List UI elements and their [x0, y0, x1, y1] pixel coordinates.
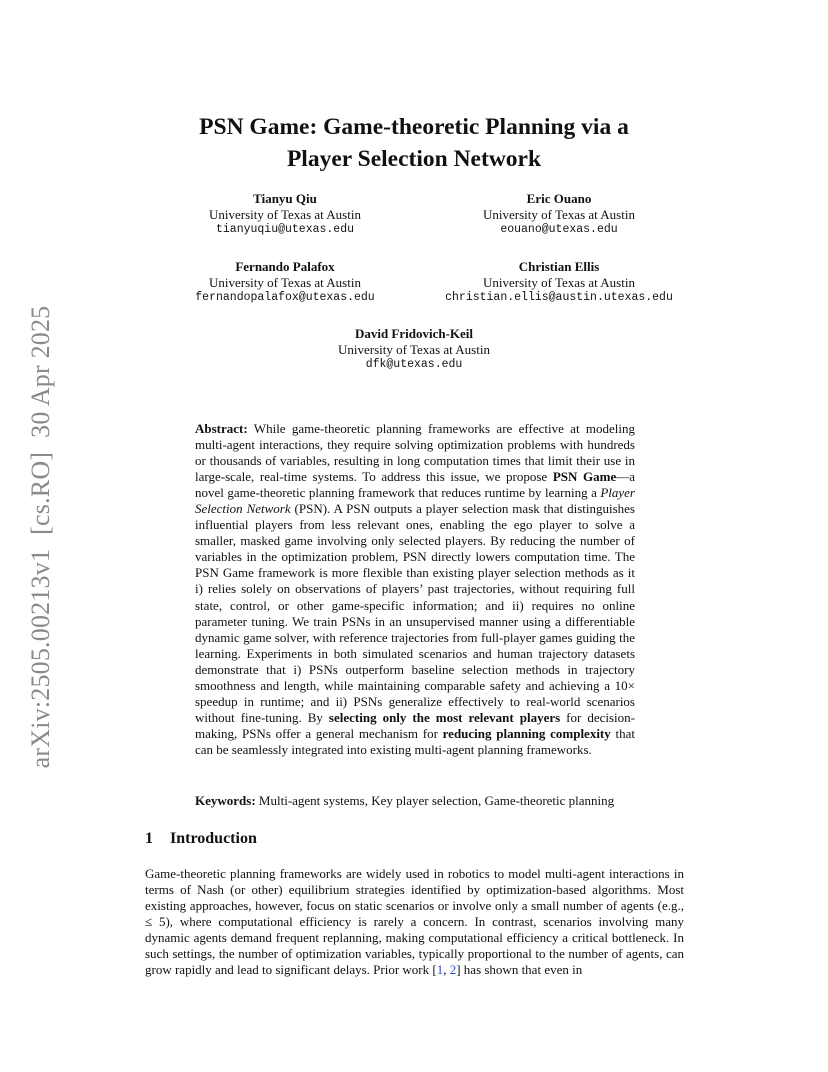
abstract-emphasis-bold: reducing planning complexity	[442, 725, 611, 741]
author-block	[170, 191, 400, 238]
arxiv-date: 30 Apr 2025	[26, 305, 55, 438]
keywords-label: Keywords:	[195, 793, 256, 808]
abstract-emphasis-bold: selecting only the most relevant players	[328, 709, 561, 725]
citation-link[interactable]: 2	[449, 962, 457, 978]
intro-text: Game-theoretic planning frameworks are widely used in robotics to model multi-agent interactions in terms of Nash (or other) equilibrium strategies identified by optimization-based algorithms. Most existing approaches, however, focus on static scenarios or involve only a small number of agents (e.g., ≤ 5), where computational efficiency is rarely a concern. In contrast, scenarios involving many dynamic agents demand frequent replanning, making computational efficiency a critical bottleneck. In such settings, the number of optimization variables, typically proportional to the number of agents, can grow rapidly and lead to significant delays. Prior work [	[145, 866, 684, 978]
abstract-text: —a novel game-theoretic planning framework that reduces runtime by learning a	[195, 469, 635, 501]
author-affiliation: University of Texas at Austin	[209, 206, 361, 222]
author-name: David Fridovich-Keil	[354, 326, 474, 341]
author-email[interactable]: tianyuqiu@utexas.edu	[215, 223, 355, 236]
author-name: Christian Ellis	[518, 259, 600, 274]
author-block	[170, 259, 400, 306]
abstract-psn-game-bold: PSN Game	[552, 469, 617, 485]
arxiv-identifier-stamp	[26, 306, 56, 769]
abstract-text: for decision-making, PSNs offer a general mechanism for	[195, 709, 635, 741]
abstract-label: Abstract:	[195, 421, 248, 436]
abstract-paragraph	[195, 421, 635, 758]
section-number: 1	[145, 830, 153, 847]
author-affiliation: University of Texas at Austin	[338, 341, 490, 357]
arxiv-id: arXiv:2505.00213v1	[26, 548, 55, 769]
intro-text: ] has shown that even in	[456, 962, 583, 978]
title-line-1: PSN Game: Game-theoretic Planning via a	[199, 114, 629, 140]
author-affiliation: University of Texas at Austin	[483, 274, 635, 290]
author-email[interactable]: eouano@utexas.edu	[500, 223, 618, 236]
author-email[interactable]: fernandopalafox@utexas.edu	[195, 291, 375, 304]
author-affiliation: University of Texas at Austin	[483, 206, 635, 222]
abstract-psn-italic: Player Selection Network	[195, 485, 635, 517]
paper-title	[0, 111, 828, 175]
author-name: Eric Ouano	[526, 191, 592, 206]
arxiv-category: [cs.RO]	[26, 451, 55, 535]
author-email[interactable]: dfk@utexas.edu	[365, 358, 463, 371]
title-line-2: Player Selection Network	[286, 146, 542, 172]
author-block	[428, 191, 690, 238]
abstract-text: (PSN). A PSN outputs a player selection mask that distinguishes influential players from less relevant ones, enabling the ego player to solve a smaller, masked game involving only selected players. By reducing the number of variables in the optimization problem, PSN directly lowers computation time. The PSN Game framework is more flexible than existing player selection methods as it i) relies solely on observations of players’ past trajectories, without requiring full state, control, or other game-specific information; and ii) requires no online parameter tuning. We train PSNs in an unsupervised manner using a differentiable dynamic game solver, with reference trajectories from full-player games guiding the learning. Experiments in both simulated scenarios and human trajectory datasets demonstrate that i) PSNs outperform baseline selection methods in trajectory smoothness and length, while maintaining comparable safety and achieving a 10× speedup in runtime; and ii) PSNs generalize effectively to real-world scenarios without fine-tuning. By	[195, 501, 635, 725]
keywords-line	[195, 793, 645, 809]
citation-link[interactable]: 1	[436, 962, 444, 978]
author-name: Tianyu Qiu	[253, 191, 317, 206]
intro-text: ,	[443, 962, 450, 978]
author-block	[400, 259, 718, 306]
section-title: Introduction	[170, 830, 257, 847]
author-block	[264, 326, 564, 373]
section-heading-introduction	[145, 829, 257, 849]
abstract-text: While game-theoretic planning frameworks are effective at modeling multi-agent interactions, they require solving optimization problems with hundreds or thousands of variables, resulting in long computation times that limit their use in large-scale, real-time systems. To address this issue, we propose	[195, 421, 635, 485]
introduction-paragraph	[145, 866, 684, 978]
abstract-text: that can be seamlessly integrated into existing multi-agent planning frameworks.	[195, 725, 635, 757]
author-affiliation: University of Texas at Austin	[209, 274, 361, 290]
author-name: Fernando Palafox	[235, 259, 335, 274]
author-email[interactable]: christian.ellis@austin.utexas.edu	[445, 291, 673, 304]
keywords-text: Multi-agent systems, Key player selection, Game-theoretic planning	[255, 793, 615, 808]
